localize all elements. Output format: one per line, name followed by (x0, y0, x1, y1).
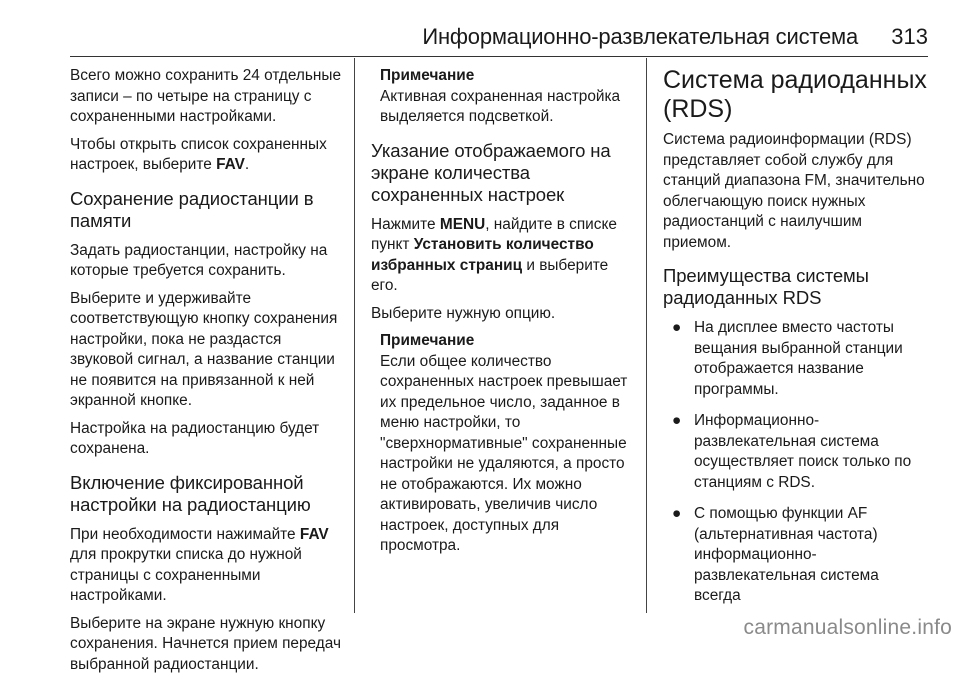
column-divider (354, 58, 355, 613)
note-text: Активная сохраненная настройка выделяется подсветкой. (380, 87, 621, 125)
section-heading-fixed: Включение фиксированной настройки на радиостанцию (70, 471, 311, 515)
watermark: carmanualsonline.info (743, 616, 952, 639)
menu-item-keyword: Установить количество избранных страниц (371, 236, 594, 274)
paragraph: Выберите нужную опцию. (371, 304, 556, 322)
page-number: 313 (891, 24, 928, 49)
note-text: Если общее количество сохраненных настроек превышает их предельное число, заданное в меню настройки, то "сверхнормативные" сохраненные настройки не удаляются, а просто не отображаются. Их можно активировать, увеличив число настроек, доступных для просмотра. (380, 352, 628, 554)
note-title: Примечание (380, 332, 475, 349)
bullet-icon: ● (672, 412, 682, 429)
note-box (371, 66, 633, 128)
bullet-list (663, 318, 928, 607)
paragraph: Чтобы открыть список сохраненных настроек, выберите FAV. (70, 135, 327, 173)
note-box (371, 331, 633, 557)
fav-keyword: FAV (299, 525, 329, 543)
section-heading-rds: Система радиоданных (RDS) (663, 66, 927, 123)
paragraph: Выберите и удерживайте соответствующую кнопку сохранения настройки, пока не раздастся звуковой сигнал, а название станции не появится на привязанной к ней экранной кнопке. (70, 289, 338, 409)
list-item: ● На дисплее вместо частоты вещания выбранной станции отображается название программы. (672, 319, 903, 398)
paragraph: Нажмите MENU, найдите в списке пункт Установить количество избранных страниц и выберите его. (371, 215, 617, 294)
paragraph: Задать радиостанции, настройку на которые требуется сохранить. (70, 241, 328, 279)
menu-keyword: MENU (439, 215, 486, 233)
list-item: ● С помощью функции AF (альтернативная частота) информационно-развлекательная система всегда (672, 505, 879, 604)
section-heading-count: Указание отображаемого на экране количества сохраненных настроек (371, 139, 611, 205)
column-left (70, 66, 342, 682)
section-heading-advantages: Преимущества системы радиоданных RDS (663, 265, 869, 308)
fav-keyword: FAV (216, 156, 245, 173)
paragraph: Система радиоинформации (RDS) представляет собой службу для станций диапазона FM, значительно облегчающую поиск нужных радиостанций с наилучшим приемом. (663, 131, 925, 251)
note-title: Примечание (380, 67, 475, 84)
section-heading-save: Сохранение радиостанции в памяти (70, 187, 314, 231)
paragraph: При необходимости нажимайте FAV для прокрутки списка до нужной страницы с сохраненными настройками. (70, 525, 329, 604)
column-right (663, 66, 928, 618)
page-title: Информационно-развлекательная система (422, 24, 858, 49)
paragraph: Всего можно сохранить 24 отдельные записи – по четыре на страницу с сохраненными настройками. (70, 67, 342, 125)
bullet-icon: ● (672, 319, 682, 336)
column-middle (371, 66, 633, 564)
column-divider (646, 58, 647, 613)
page-header (70, 0, 928, 57)
paragraph: Выберите на экране нужную кнопку сохранения. Начнется прием передач выбранной радиостанции. (70, 614, 341, 673)
list-item: ● Информационно-развлекательная система осуществляет поиск только по станциям с RDS. (672, 412, 912, 491)
bullet-icon: ● (672, 505, 682, 522)
paragraph: Настройка на радиостанцию будет сохранена. (70, 419, 320, 457)
